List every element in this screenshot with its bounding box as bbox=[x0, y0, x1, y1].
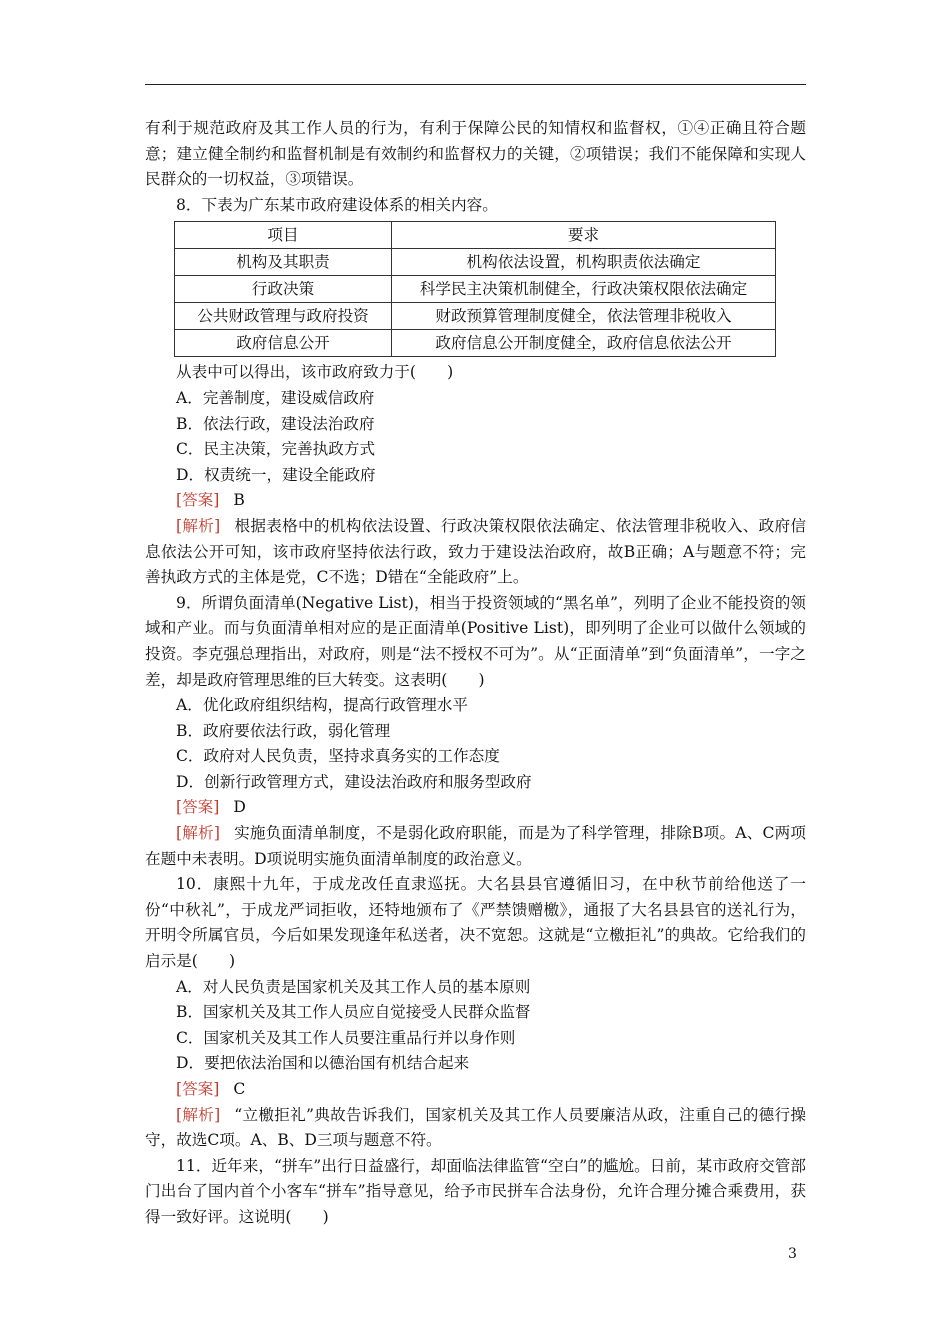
table-cell: 公共财政管理与政府投资 bbox=[175, 303, 392, 330]
q10-analysis bbox=[145, 1103, 806, 1154]
q8-analysis bbox=[145, 514, 806, 591]
table-cell: 机构依法设置，机构职责依法确定 bbox=[392, 249, 776, 276]
q8-option-d: D．权责统一，建设全能政府 bbox=[176, 465, 376, 484]
q9-option-c: C．政府对人民负责，坚持求真务实的工作态度 bbox=[176, 747, 500, 766]
answer-label: [答案] bbox=[176, 798, 220, 817]
header-rule bbox=[145, 84, 806, 85]
answer-label: [答案] bbox=[176, 491, 220, 510]
analysis-label: [解析] bbox=[176, 1105, 221, 1124]
q9-stem: 9．所谓负面清单(Negative List)，相当于投资领域的“黑名单”，列明了企业不能投资的领域和产业。而与负面清单相对应的是正面清单(Positive List)，即列明了企业可以做什么领域的投资。李克强总理指出，对政府，则是“法不授权不可为”。从“正面清单”到“负面清单”，一字之差，却是政府管理思维的巨大转变。这表明( ) bbox=[145, 593, 806, 689]
q9-analysis bbox=[145, 821, 806, 872]
q10-option-d: D．要把依法治国和以德治国有机结合起来 bbox=[176, 1054, 470, 1073]
analysis-label: [解析] bbox=[176, 824, 220, 843]
answer-value: B bbox=[233, 491, 245, 510]
table-row bbox=[175, 303, 776, 330]
page-number: 3 bbox=[788, 1246, 797, 1262]
page-content bbox=[145, 116, 806, 1231]
q9-option-b: B．政府要依法行政，弱化管理 bbox=[176, 721, 391, 740]
answer-value: D bbox=[233, 798, 246, 817]
q8-table bbox=[174, 221, 776, 357]
q8-option-b: B．依法行政，建设法治政府 bbox=[176, 414, 375, 433]
analysis-text: “立檄拒礼”典故告诉我们，国家机关及其工作人员要廉洁从政，注重自己的德行操守，故选C项。A、B、D三项与题意不符。 bbox=[145, 1105, 806, 1150]
q11-stem: 11．近年来，“拼车”出行日益盛行，却面临法律监管“空白”的尴尬。日前，某市政府交管部门出台了国内首个小客车“拼车”指导意见，给予市民拼车合法身份，允许合理分摊合乘费用，获得一致好评。这说明( ) bbox=[145, 1156, 806, 1226]
q8-answer bbox=[145, 488, 806, 514]
analysis-text: 实施负面清单制度，不是弱化政府职能，而是为了科学管理，排除B项。A、C两项在题中未表明。D项说明实施负面清单制度的政治意义。 bbox=[145, 824, 807, 868]
table-row bbox=[175, 249, 776, 276]
q9-answer bbox=[145, 795, 806, 821]
table-header-project: 项目 bbox=[175, 222, 392, 249]
analysis-text: 根据表格中的机构依法设置、行政决策权限依法确定、依法管理非税收入、政府信息依法公开可知，该市政府坚持依法行政，致力于建设法治政府，故B正确；A与题意不符；完善执政方式的主体是党，C不选；D错在“全能政府”上。 bbox=[145, 516, 806, 587]
q9-option-a: A．优化政府组织结构，提高行政管理水平 bbox=[176, 696, 468, 715]
q8-option-a: A．完善制度，建设威信政府 bbox=[176, 388, 375, 407]
table-cell: 机构及其职责 bbox=[175, 249, 392, 276]
analysis-label: [解析] bbox=[176, 516, 221, 535]
table-row bbox=[175, 276, 776, 303]
table-cell: 科学民主决策机制健全，行政决策权限依法确定 bbox=[392, 276, 776, 303]
table-cell: 行政决策 bbox=[175, 276, 392, 303]
q9-option-d: D．创新行政管理方式，建设法治政府和服务型政府 bbox=[176, 772, 532, 791]
q10-option-c: C．国家机关及其工作人员要注重品行并以身作则 bbox=[176, 1028, 516, 1047]
q8-stem: 8．下表为广东某市政府建设体系的相关内容。 bbox=[176, 195, 498, 214]
q10-option-b: B．国家机关及其工作人员应自觉接受人民群众监督 bbox=[176, 1003, 531, 1022]
continuation-paragraph: 有利于规范政府及其工作人员的行为，有利于保障公民的知情权和监督权，①④正确且符合题意；建立健全制约和监督机制是有效制约和监督权力的关键，②项错误；我们不能保障和实现人民群众的一切权益，③项错误。 bbox=[145, 119, 806, 189]
table-header-requirement: 要求 bbox=[392, 222, 776, 249]
q10-answer bbox=[145, 1077, 806, 1103]
q8-question: 从表中可以得出，该市政府致力于( ) bbox=[176, 363, 454, 382]
q10-stem: 10．康熙十九年，于成龙改任直隶巡抚。大名县县官遵循旧习，在中秋节前给他送了一份“中秋礼”，于成龙严词拒收，还特地颁布了《严禁馈赠檄》，通报了大名县县官的送礼行为，开明令所属官员，今后如果发现逢年私送者，决不宽恕。这就是“立檄拒礼”的典故。它给我们的启示是( ) bbox=[145, 875, 806, 971]
table-row bbox=[175, 330, 776, 357]
answer-value: C bbox=[233, 1080, 246, 1098]
answer-label: [答案] bbox=[176, 1080, 220, 1098]
q8-option-c: C．民主决策，完善执政方式 bbox=[176, 440, 376, 459]
table-header-row bbox=[175, 222, 776, 249]
table-cell: 政府信息公开 bbox=[175, 330, 392, 357]
q10-option-a: A．对人民负责是国家机关及其工作人员的基本原则 bbox=[176, 977, 531, 996]
table-cell: 财政预算管理制度健全，依法管理非税收入 bbox=[392, 303, 776, 330]
table-cell: 政府信息公开制度健全，政府信息依法公开 bbox=[392, 330, 776, 357]
